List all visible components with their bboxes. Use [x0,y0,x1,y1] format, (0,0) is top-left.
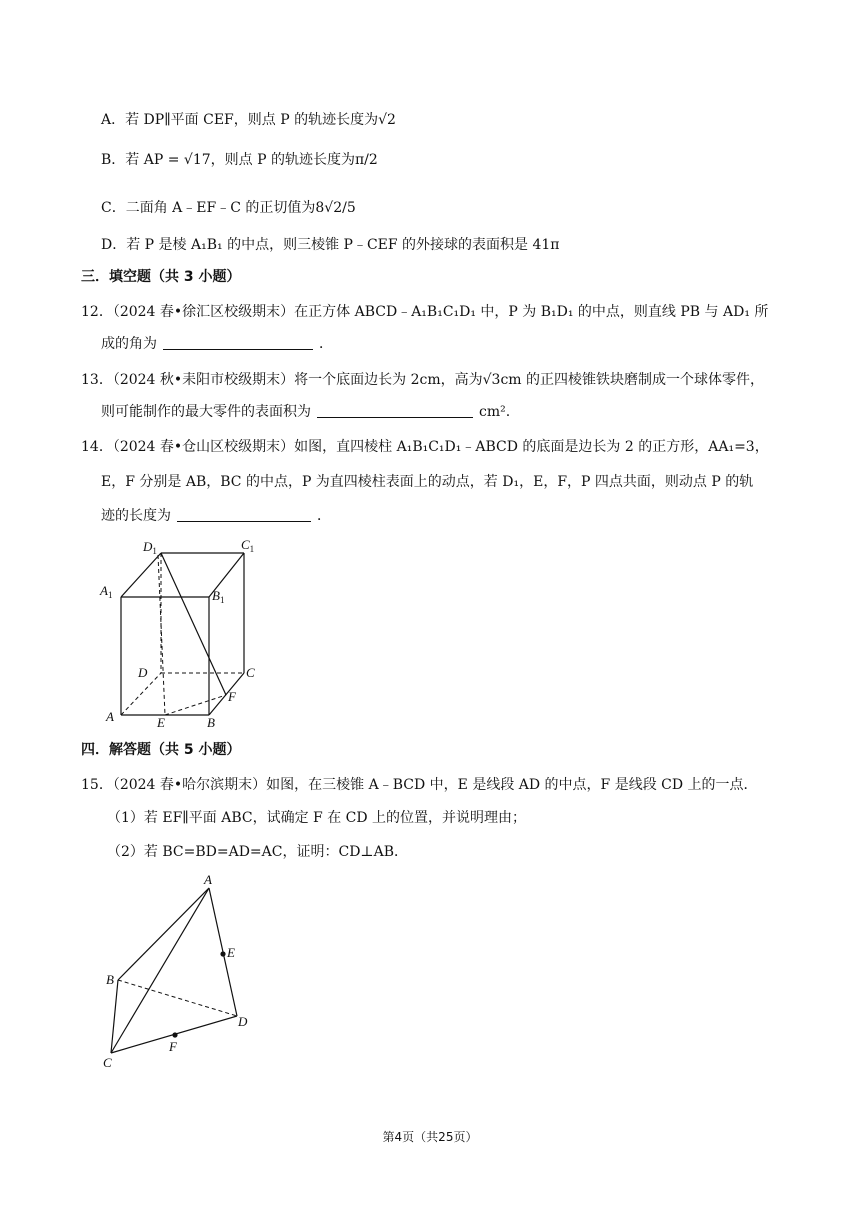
label-a: A [204,872,212,887]
question-12-line-1: 12．（2024 春•徐汇区校级期末）在正方体 ABCD﹣A₁B₁C₁D₁ 中，P 为 B₁D₁ 的中点，则直线 PB 与 AD₁ 所 [81,304,769,320]
label-f: F [169,1039,177,1054]
label-d: D [238,1014,248,1029]
question-15-part-2: （2）若 BC=BD=AD=AC，证明：CD⊥AB． [107,844,408,860]
question-12-end: ． [319,336,333,352]
label-b: B [207,715,215,730]
answer-blank-12 [163,335,313,350]
question-13-unit: cm². [479,404,511,420]
question-13-line-1: 13．（2024 秋•耒阳市校级期末）将一个底面边长为 2cm，高为√3cm 的正四棱锥铁块磨制成一个球体零件， [81,372,765,388]
question-13-prompt: 则可能制作的最大零件的表面积为 [101,404,311,420]
section-4-heading: 四．解答题（共 5 小题） [81,742,241,758]
label-a: A [106,709,114,724]
question-14-prompt: 迹的长度为 [101,508,171,524]
question-14-line-3 [101,506,331,526]
option-a: A．若 DP∥平面 CEF，则点 P 的轨迹长度为√2 [101,112,396,128]
prism-figure [96,535,266,730]
option-c: C．二面角 A﹣EF﹣C 的正切值为8√2/5 [101,200,356,216]
label-e: E [157,715,165,730]
question-12-prompt: 成的角为 [101,336,157,352]
label-b1: $B_1$ [212,588,225,605]
label-f: F [228,689,236,704]
question-12-line-2 [101,334,333,354]
label-e: E [227,945,235,960]
label-d: D [138,665,148,680]
label-c: C [246,665,255,680]
question-14-end: ． [317,508,331,524]
question-14-line-2: E，F 分别是 AB，BC 的中点，P 为直四棱柱表面上的动点，若 D₁，E，F，P 四点共面，则动点 P 的轨 [101,474,754,490]
label-c1: $C_1$ [241,537,255,554]
question-13-line-2 [101,402,510,422]
section-3-heading: 三．填空题（共 3 小题） [81,269,241,285]
option-d: D．若 P 是棱 A₁B₁ 的中点，则三棱锥 P﹣CEF 的外接球的表面积是 41π [101,237,560,253]
label-b: B [106,972,114,987]
question-15-part-1: （1）若 EF∥平面 ABC，试确定 F 在 CD 上的位置，并说明理由； [107,810,527,826]
label-c: C [103,1055,112,1070]
answer-blank-14 [177,507,311,522]
tetrahedron-figure [96,868,266,1073]
label-a1: $A_1$ [100,583,113,600]
page-footer: 第4页（共25页） [382,1130,478,1144]
label-d1: $D_1$ [143,539,157,556]
question-15-line-1: 15．（2024 春•哈尔滨期末）如图，在三棱锥 A﹣BCD 中，E 是线段 AD 的中点，F 是线段 CD 上的一点． [81,777,758,793]
answer-blank-13 [317,403,473,418]
option-b: B．若 AP = √17，则点 P 的轨迹长度为π/2 [101,152,378,168]
question-14-line-1: 14．（2024 春•仓山区校级期末）如图，直四棱柱 A₁B₁C₁D₁﹣ABCD 的底面是边长为 2 的正方形，AA₁=3， [81,439,769,455]
